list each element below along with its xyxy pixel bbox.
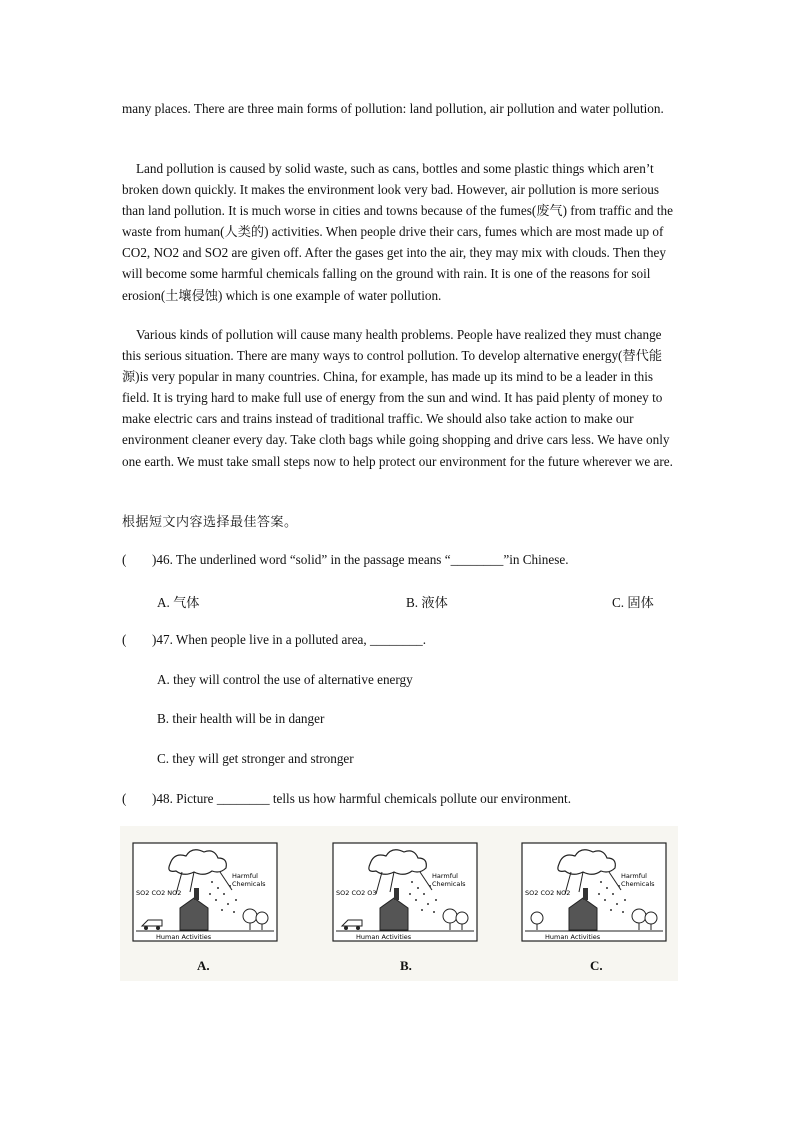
question-46-option-b: B. 液体 [406,595,448,610]
question-47-option-c: C. they will get stronger and stronger [157,751,354,766]
question-48-text: )48. Picture ________ tells us how harmful chemicals pollute our environment. [152,791,571,806]
question-47-option-b: B. their health will be in danger [157,711,325,726]
human-activities-caption: Human Activities [545,933,601,941]
chemicals-label-line1: Harmful [432,872,458,880]
question-46-text: )46. The underlined word “solid” in the passage means “________”in Chinese. [152,552,569,567]
chimney-icon [394,888,399,900]
question-48 [122,791,571,807]
chemicals-label-line1: Harmful [232,872,258,880]
human-activities-caption: Human Activities [156,933,212,941]
picture-b [332,842,478,942]
tree-icon [531,912,543,924]
question-46-option-c: C. 固体 [612,595,654,610]
chimney-icon [583,888,588,900]
picture-b-illustration [332,842,478,942]
picture-a-illustration [132,842,278,942]
chemicals-label-line2: Chemicals [232,880,266,888]
section-instruction: 根据短文内容选择最佳答案。 [122,515,298,530]
answer-bracket: ( [122,632,127,647]
chemicals-label-line2: Chemicals [432,880,466,888]
passage-paragraph-2: Land pollution is caused by solid waste, such as cans, bottles and some plastic things which aren’t broken down quickly. It makes the environment look very bad. However, air pollution is more serious than land pollution. It is much worse in cities and towns because of the fumes(废气) from traffic and the waste from human(人类的) activities. When people drive their cars, fumes which are most made up of CO2, NO2 and SO2 are given off. After the gases get into the air, they may mix with clouds. Then they will become some harmful chemicals falling on the ground with rain. It is one of the reasons for soil erosion(土壤侵蚀) which is one example of water pollution. [122,161,673,303]
chemicals-label-line2: Chemicals [621,880,655,888]
human-activities-caption: Human Activities [356,933,412,941]
question-47 [122,632,426,648]
passage-paragraph-3: Various kinds of pollution will cause many health problems. People have realized they must change this serious situation. There are many ways to control pollution. To develop alternative energy(替代能源)is very popular in many countries. China, for example, has made up its mind to be a leader in this field. It is trying hard to make full use of energy from the sun and wind. It has paid plenty of money to make electric cars and trains instead of traditional traffic. We should also take action to make our environment cleaner every day. Take cloth bags while going shopping and drive cars less. We have only one earth. We must take small steps now to help protect our environment for the future wherever we are. [122,327,673,469]
picture-c [521,842,667,942]
tree-icon [243,909,257,923]
picture-c-illustration [521,842,667,942]
tree-icon [632,909,646,923]
tree-icon [443,909,457,923]
gas-label: SO2 CO2 NO2 [136,889,182,897]
gas-label: SO2 CO2 O3 [336,889,377,897]
picture-c-label: C. [590,958,603,973]
passage-paragraph-1: many places. There are three main forms of pollution: land pollution, air pollution and water pollution. [122,101,664,116]
gas-label: SO2 CO2 NO2 [525,889,571,897]
answer-bracket: ( [122,552,127,567]
question-46 [122,552,569,568]
chemicals-label-line1: Harmful [621,872,647,880]
picture-b-label: B. [400,958,412,973]
answer-bracket: ( [122,791,127,806]
question-46-option-a: A. 气体 [157,595,200,610]
picture-a-label: A. [197,958,210,973]
chimney-icon [194,888,199,900]
picture-a [132,842,278,942]
question-47-option-a: A. they will control the use of alternative energy [157,672,413,687]
question-47-text: )47. When people live in a polluted area, ________. [152,632,427,647]
pollution-pictures-figure [120,826,678,981]
